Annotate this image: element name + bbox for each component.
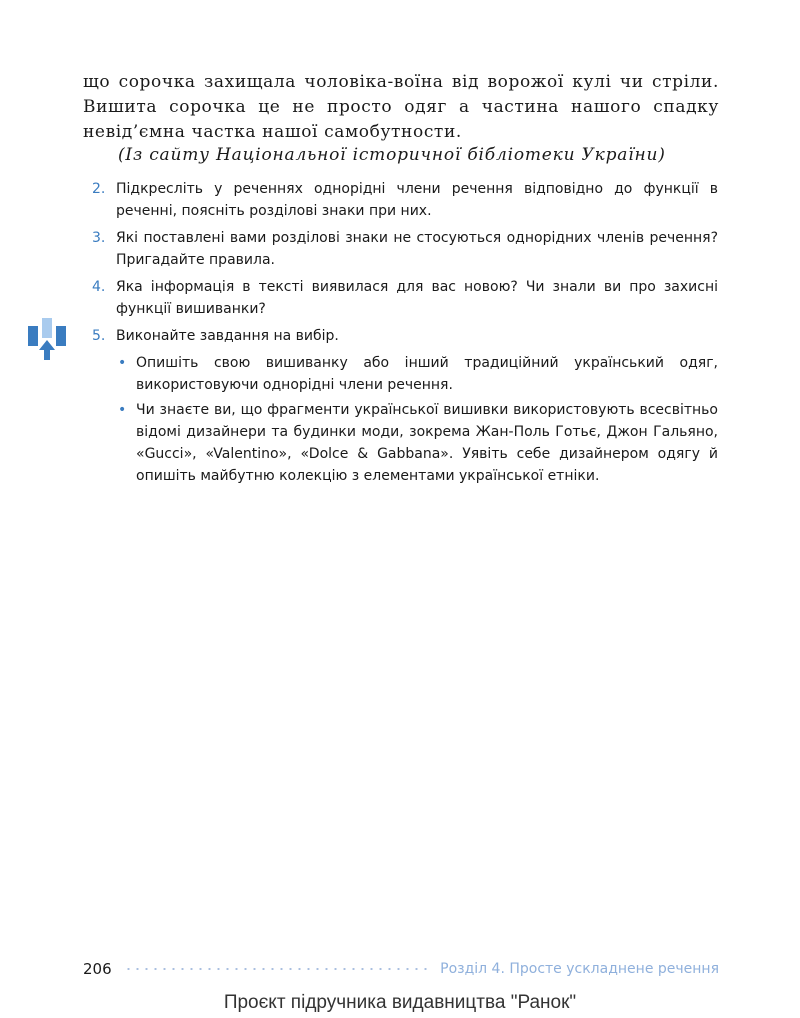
page-footer: [83, 958, 719, 980]
subtask-item: [92, 399, 718, 487]
task-item: [92, 227, 718, 271]
page-number: 206: [83, 960, 112, 978]
subtask-text: Опишіть свою вишиванку або інший традиційний український одяг, використовуючи однорідні члени речення.: [136, 355, 718, 393]
bullet-icon: •: [118, 402, 127, 418]
chapter-title: Розділ 4. Просте ускладнене речення: [440, 961, 719, 977]
task-number: 2.: [92, 181, 106, 197]
task-item: [92, 276, 718, 320]
task-item: [92, 178, 718, 222]
subtask-list: [92, 352, 718, 487]
task-text: Підкресліть у реченнях однорідні члени речення відповідно до функції в реченні, поясніть розділові знаки при них.: [116, 181, 718, 219]
subtask-item: [92, 352, 718, 396]
subtask-text: Чи знаєте ви, що фрагменти української вишивки використовують всесвітньо відомі дизайнери та будинки моди, зокрема Жан-Поль Готьє, Джон Гальяно, «Gucci», «Valentino», «Dolce & Gabbana». Уявіть себе дизайнером одягу й опишіть майбутню колекцію з елементами української етніки.: [136, 402, 718, 484]
task-number: 3.: [92, 230, 106, 246]
task-text: Виконайте завдання на вибір.: [116, 328, 339, 344]
task-item: [92, 325, 718, 347]
footer-dotted-divider: [124, 968, 428, 970]
task-number: 5.: [92, 328, 106, 344]
task-text: Які поставлені вами розділові знаки не стосуються однорідних членів речення? Пригадайте правила.: [116, 230, 718, 268]
passage-source: (Із сайту Національної історичної бібліотеки України): [118, 145, 666, 165]
publisher-watermark: Проєкт підручника видавництва "Ранок": [223, 992, 577, 1013]
passage-text: що сорочка захищала чоловіка-воїна від ворожої кулі чи стріли. Вишита сорочка це не просто одяг а частина нашого спадку невід’ємна частка нашої самобутности.: [83, 72, 719, 142]
task-number: 4.: [92, 279, 106, 295]
bullet-icon: •: [118, 355, 127, 371]
choice-task-icon: [28, 318, 68, 362]
task-list: [92, 178, 718, 490]
task-text: Яка інформація в тексті виявилася для вас новою? Чи знали ви про захисні функції вишиванки?: [116, 279, 718, 317]
